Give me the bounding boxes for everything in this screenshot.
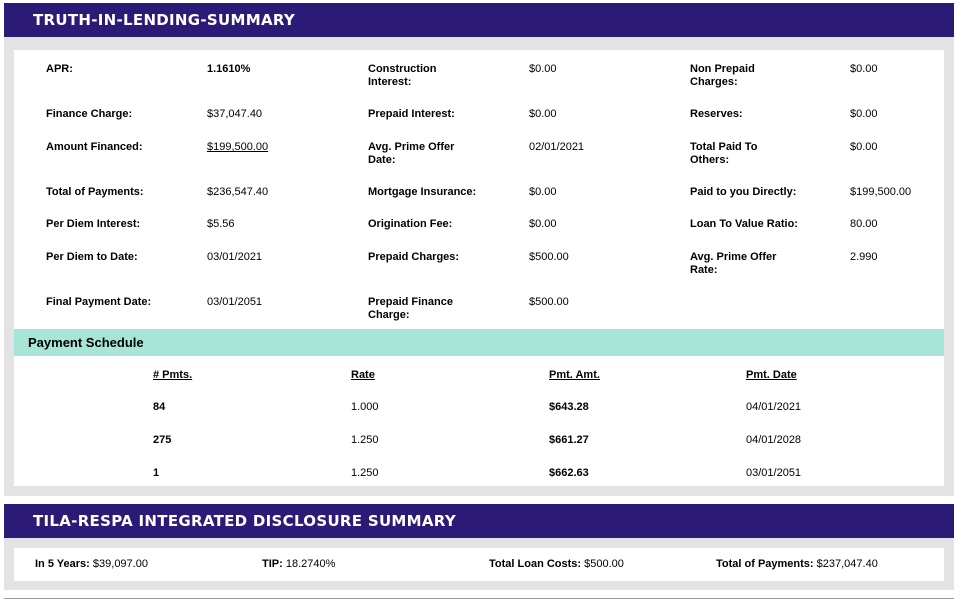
til-label: Per Diem to Date: (46, 251, 138, 263)
til-label: Prepaid Interest: (368, 108, 455, 120)
til-label: Avg. Prime Offer Date: (368, 141, 455, 166)
trid-item (35, 558, 148, 571)
til-value: 03/01/2051 (207, 296, 263, 308)
schedule-col-header: Pmt. Amt. (549, 369, 600, 381)
payment-schedule-header: Payment Schedule (14, 329, 944, 356)
til-label: Loan To Value Ratio: (690, 218, 798, 230)
til-header: TRUTH-IN-LENDING-SUMMARY (4, 3, 954, 37)
til-value: 02/01/2021 (529, 141, 585, 153)
til-label: Prepaid Finance Charge: (368, 296, 453, 321)
til-label: Total of Payments: (46, 186, 144, 198)
schedule-cell: 1 (153, 467, 160, 479)
schedule-cell: $661.27 (549, 434, 589, 446)
til-value: $0.00 (529, 218, 557, 230)
schedule-cell: $662.63 (549, 467, 589, 479)
til-value: 80.00 (850, 218, 878, 230)
til-label: Finance Charge: (46, 108, 133, 120)
til-value: $199,500.00 (850, 186, 912, 198)
trid-label: TIP: (262, 558, 283, 570)
til-label: Reserves: (690, 108, 743, 120)
til-label: Avg. Prime Offer Rate: (690, 251, 777, 276)
til-value: $37,047.40 (207, 108, 263, 120)
til-value: $236,547.40 (207, 186, 269, 198)
til-label: Origination Fee: (368, 218, 453, 230)
til-label: Final Payment Date: (46, 296, 152, 308)
schedule-cell: 1.250 (351, 434, 379, 446)
trid-header: TILA-RESPA INTEGRATED DISCLOSURE SUMMARY (4, 504, 954, 538)
til-value: $0.00 (850, 63, 878, 75)
schedule-cell: 04/01/2021 (746, 401, 802, 413)
til-value: $500.00 (529, 251, 569, 263)
trid-label: Total Loan Costs: (489, 558, 582, 570)
schedule-cell: $643.28 (549, 401, 589, 413)
til-label: Amount Financed: (46, 141, 143, 153)
schedule-col-header: Rate (351, 369, 375, 381)
til-value: $500.00 (529, 296, 569, 308)
til-value: $0.00 (529, 108, 557, 120)
til-value: $0.00 (529, 63, 557, 75)
schedule-col-header: # Pmts. (153, 369, 193, 381)
schedule-cell: 84 (153, 401, 166, 413)
trid-value: 18.2740% (285, 558, 336, 570)
trid-label: Total of Payments: (716, 558, 814, 570)
trid-value: $500.00 (584, 558, 624, 570)
trid-body (14, 548, 944, 581)
til-body (14, 50, 944, 486)
trid-value: $39,097.00 (92, 558, 148, 570)
til-label: Per Diem Interest: (46, 218, 141, 230)
til-value: $0.00 (529, 186, 557, 198)
schedule-cell: 275 (153, 434, 172, 446)
schedule-col-header: Pmt. Date (746, 369, 797, 381)
til-label: Total Paid To Others: (690, 141, 758, 166)
til-value: $5.56 (207, 218, 235, 230)
trid-value: $237,047.40 (816, 558, 878, 570)
trid-label: In 5 Years: (35, 558, 90, 570)
amount-financed-link[interactable]: $199,500.00 (207, 141, 269, 153)
til-label: Non Prepaid Charges: (690, 63, 755, 88)
til-label: Mortgage Insurance: (368, 186, 477, 198)
schedule-cell: 1.000 (351, 401, 379, 413)
til-label: Paid to you Directly: (690, 186, 797, 198)
schedule-cell: 03/01/2051 (746, 467, 802, 479)
trid-panel (4, 504, 954, 590)
til-label: Construction Interest: (368, 63, 437, 88)
til-value: $0.00 (850, 108, 878, 120)
schedule-cell: 04/01/2028 (746, 434, 802, 446)
trid-item (489, 558, 624, 571)
til-value: 2.990 (850, 251, 878, 263)
til-label: APR: (46, 63, 73, 75)
til-value: 1.1610% (207, 63, 251, 75)
til-label: Prepaid Charges: (368, 251, 460, 263)
divider (4, 598, 954, 599)
schedule-cell: 1.250 (351, 467, 379, 479)
til-value: $0.00 (850, 141, 878, 153)
til-value: 03/01/2021 (207, 251, 263, 263)
trid-item (262, 558, 335, 571)
til-panel (4, 3, 954, 496)
trid-item (716, 558, 878, 571)
